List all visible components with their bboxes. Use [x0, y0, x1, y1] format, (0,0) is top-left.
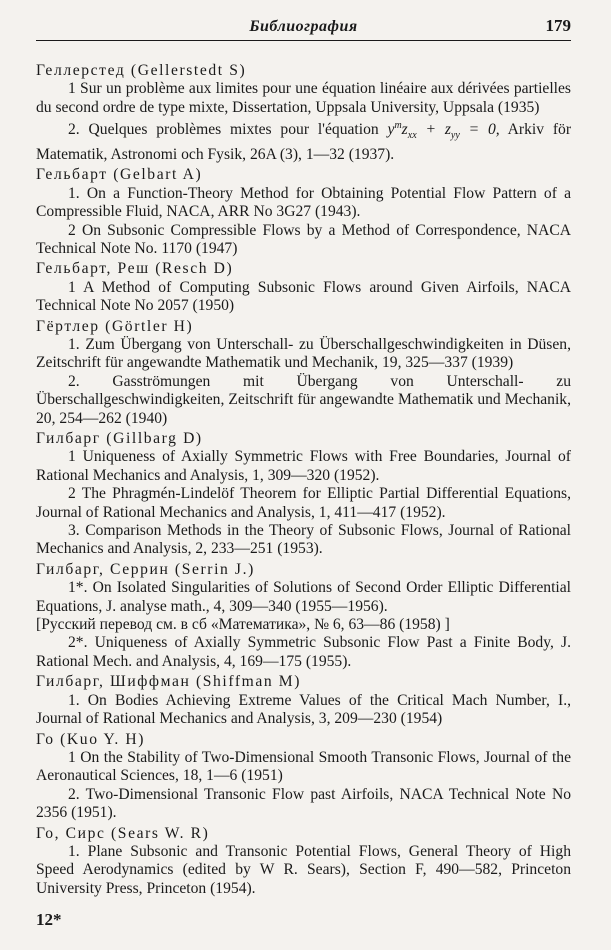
bibliography-entry	[36, 260, 571, 315]
reference-item: 1 Uniqueness of Axially Symmetric Flows with Free Boundaries, Journal of Rational Mechanics and Analysis, 1, 309—320 (1952).	[36, 448, 571, 484]
bibliography-entry	[36, 825, 571, 899]
author-heading: Го, Сирс (Sears W. R)	[36, 824, 210, 842]
author-heading: Гёртлер (Görtler H)	[36, 317, 194, 335]
reference-item: 1. On Bodies Achieving Extreme Values of the Critical Mach Number, I., Journal of Rational Mechanics and Analysis, 3, 209—230 (1954)	[36, 691, 571, 728]
bibliography-entry	[36, 430, 571, 559]
bibliography-entry	[36, 166, 571, 258]
bibliography-list	[36, 62, 571, 900]
reference-item: 1 On the Stability of Two-Dimensional Smooth Transonic Flows, Journal of the Aeronautical Sciences, 18, 1—6 (1951)	[36, 748, 571, 785]
author-heading: Го (Kuo Y. H)	[36, 730, 146, 748]
bibliography-entry	[36, 561, 571, 671]
bibliography-entry	[36, 62, 571, 164]
running-head-title: Библиография	[249, 18, 358, 35]
printer-signature: 12*	[36, 910, 62, 929]
page-number: 179	[545, 16, 571, 35]
bibliography-entry	[36, 673, 571, 728]
reference-item: 1. On a Function-Theory Method for Obtaining Potential Flow Pattern of a Compressible Fluid, NACA, ARR No 3G27 (1943).	[36, 184, 571, 221]
author-heading: Гилбарг, Серрин (Serrin J.)	[36, 560, 255, 578]
reference-text: Arkiv för Matematik, Astronomi och Fysik, 26A (3), 1—32 (1937).	[36, 121, 572, 163]
author-heading: Гилбарг (Gillbarg D)	[36, 430, 203, 448]
reference-item: 1. Zum Übergang von Unterschall- zu Überschallgeschwindigkeiten in Düsen, Zeitschrift für angewandte Mathematik und Mechanik, 19, 325—337 (1939)	[36, 335, 571, 372]
reference-item: 1 Sur un problème aux limites pour une équation linéaire aux dérivées partielles du second ordre de type mixte, Dissertation, Uppsala University, Uppsala (1935)	[36, 80, 571, 116]
reference-item	[36, 117, 571, 164]
reference-item: 2*. Uniqueness of Axially Symmetric Subsonic Flow Past a Finite Body, J. Rational Mech. and Analysis, 4, 169—175 (1955).	[36, 634, 571, 670]
reference-item: 1. Plane Subsonic and Transonic Potential Flows, General Theory of High Speed Aerodynamics (edited by W R. Sears), Section F, 490—582, Princeton University Press, Princeton (1954).	[36, 842, 571, 897]
reference-text: 2. Quelques problèmes mixtes pour l'équation	[68, 121, 388, 139]
reference-item: 3. Comparison Methods in the Theory of Subsonic Flows, Journal of Rational Mechanics and Analysis, 2, 233—251 (1953).	[36, 522, 571, 558]
bibliography-entry	[36, 731, 571, 823]
reference-item: 2 The Phragmén-Lindelöf Theorem for Elliptic Partial Differential Equations, Journal of Rational Mechanics and Analysis, 1, 411—417 (1952).	[36, 485, 571, 521]
author-heading: Гельбарт (Gelbart A)	[36, 166, 203, 184]
reference-item: 1 A Method of Computing Subsonic Flows around Given Airfoils, NACA Technical Note No 2057 (1950)	[36, 278, 571, 315]
author-heading: Геллерстед (Gellerstedt S)	[36, 62, 247, 79]
reference-item: 2 On Subsonic Compressible Flows by a Method of Correspondence, NACA Technical Note No. 1170 (1947)	[36, 221, 571, 257]
bibliography-entry	[36, 318, 571, 428]
translation-note: [Русский перевод см. в сб «Математика», № 6, 63—86 (1958) ]	[36, 616, 450, 634]
author-heading: Гилбарг, Шиффман (Shiffman M)	[36, 673, 302, 691]
reference-item: 2. Gasströmungen mit Übergang von Unterschall- zu Überschallgeschwindigkeiten, Zeitschrift für angewandte Mathematik und Mechanik, 20, 254—262 (1940)	[36, 372, 571, 427]
running-head	[36, 14, 571, 41]
equation-formula: $y^mz_{xx} + z_{yy} = 0$,	[387, 120, 500, 142]
reference-item: 1*. On Isolated Singularities of Solutions of Second Order Elliptic Differential Equations, J. analyse math., 4, 309—340 (1955—1956).	[36, 579, 571, 615]
reference-item: 2. Two-Dimensional Transonic Flow past Airfoils, NACA Technical Note No 2356 (1951).	[36, 785, 571, 822]
author-heading: Гельбарт, Реш (Resch D)	[36, 260, 234, 278]
